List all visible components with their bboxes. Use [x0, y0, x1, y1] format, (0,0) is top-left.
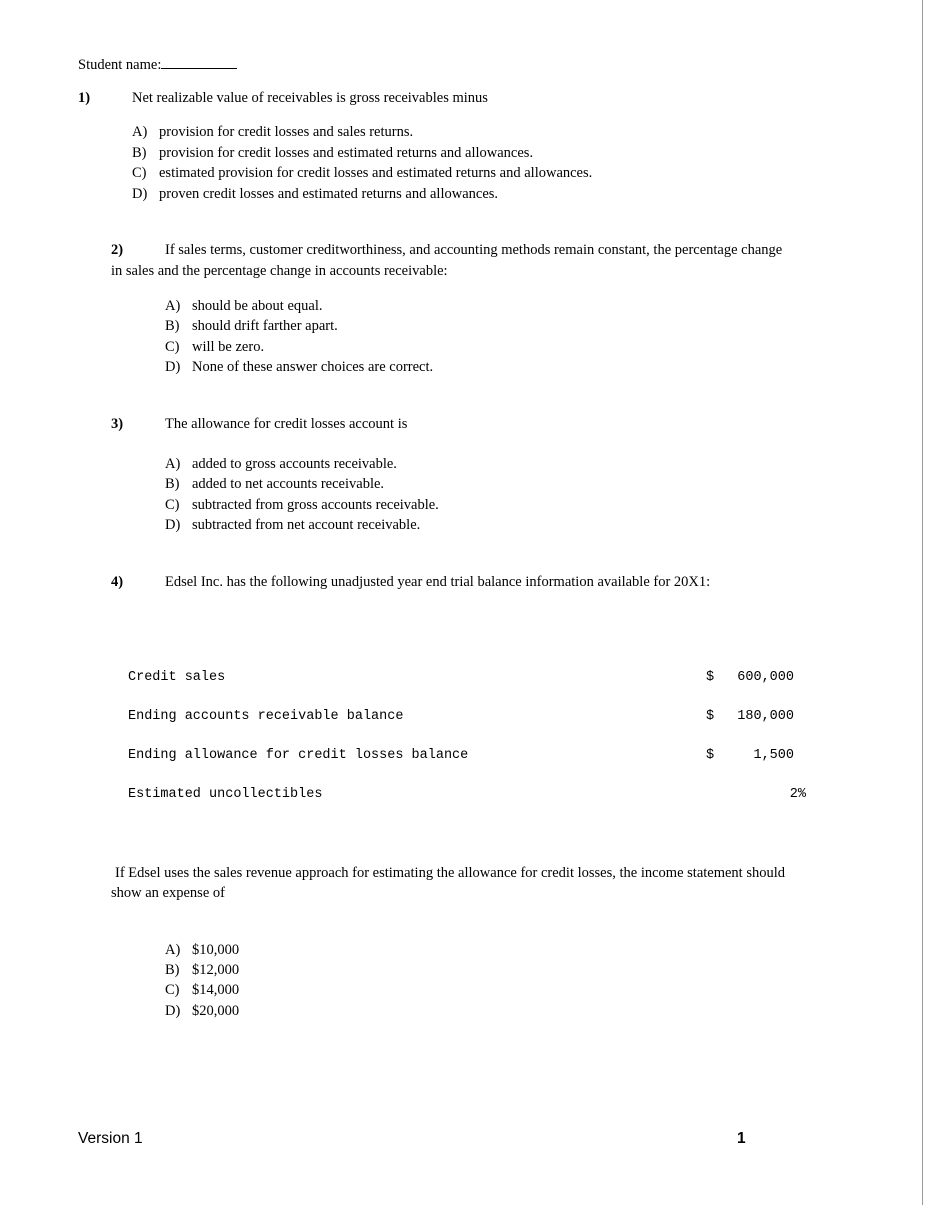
question-3-choice-b[interactable]: B) added to net accounts receivable. [165, 476, 385, 492]
question-4-stem: Edsel Inc. has the following unadjusted year end trial balance information available for 20X1: [165, 574, 711, 590]
question-1-number: 1) [78, 90, 91, 106]
question-4-choice-d[interactable]: D) $20,000 [165, 1003, 240, 1019]
question-3-stem: The allowance for credit losses account is [165, 416, 408, 432]
page-edge [922, 0, 923, 1205]
question-1-choice-c[interactable]: C) estimated provision for credit losses and estimated returns and allowances. [132, 165, 593, 181]
table-row-label: Ending accounts receivable balance [128, 709, 404, 724]
footer-page-number: 1 [737, 1130, 746, 1147]
student-name-label: Student name: [78, 57, 162, 73]
question-4-choice-a[interactable]: A) $10,000 [165, 942, 240, 958]
question-2-choice-a[interactable]: A) should be about equal. [165, 298, 323, 314]
question-1-choice-d[interactable]: D) proven credit losses and estimated returns and allowances. [132, 186, 499, 202]
table-row-label: Estimated uncollectibles [128, 787, 323, 802]
question-2-choice-d[interactable]: D) None of these answer choices are correct. [165, 359, 434, 375]
table-row-currency: $ [706, 670, 715, 685]
table-row-value: 2% [789, 787, 806, 802]
question-1-stem: Net realizable value of receivables is gross receivables minus [132, 90, 488, 106]
table-row-currency: $ [706, 709, 715, 724]
table-row-value: 1,500 [753, 748, 794, 763]
table-row-value: 600,000 [737, 670, 794, 685]
question-3-choice-a[interactable]: A) added to gross accounts receivable. [165, 456, 397, 472]
question-1-choice-b[interactable]: B) provision for credit losses and estimated returns and allowances. [132, 145, 534, 161]
table-row-label: Credit sales [128, 670, 226, 685]
question-3-number: 3) [111, 416, 124, 432]
question-1-choice-a[interactable]: A) provision for credit losses and sales returns. [132, 124, 414, 140]
question-4-number: 4) [111, 574, 124, 590]
question-4-followup-line1: If Edsel uses the sales revenue approach for estimating the allowance for credit losses, the income statement should [115, 865, 786, 881]
question-2-choice-c[interactable]: C) will be zero. [165, 339, 265, 355]
question-2-stem-line1: If sales terms, customer creditworthiness, and accounting methods remain constant, the percentage change [165, 242, 783, 258]
question-3-choice-c[interactable]: C) subtracted from gross accounts receivable. [165, 497, 439, 513]
question-2-choice-b[interactable]: B) should drift farther apart. [165, 318, 338, 334]
question-2-number: 2) [111, 242, 124, 258]
question-4-followup-line2: show an expense of [111, 885, 225, 901]
question-2-stem-line2: in sales and the percentage change in accounts receivable: [111, 263, 448, 279]
question-4-choice-c[interactable]: C) $14,000 [165, 982, 240, 998]
question-3-choice-d[interactable]: D) subtracted from net account receivable. [165, 517, 421, 533]
table-row-label: Ending allowance for credit losses balance [128, 748, 469, 763]
student-name-line [78, 54, 237, 74]
student-name-blank[interactable] [161, 54, 237, 69]
footer-version: Version 1 [78, 1130, 143, 1147]
question-4-choice-b[interactable]: B) $12,000 [165, 962, 240, 978]
table-row-currency: $ [706, 748, 715, 763]
table-row-value: 180,000 [737, 709, 794, 724]
